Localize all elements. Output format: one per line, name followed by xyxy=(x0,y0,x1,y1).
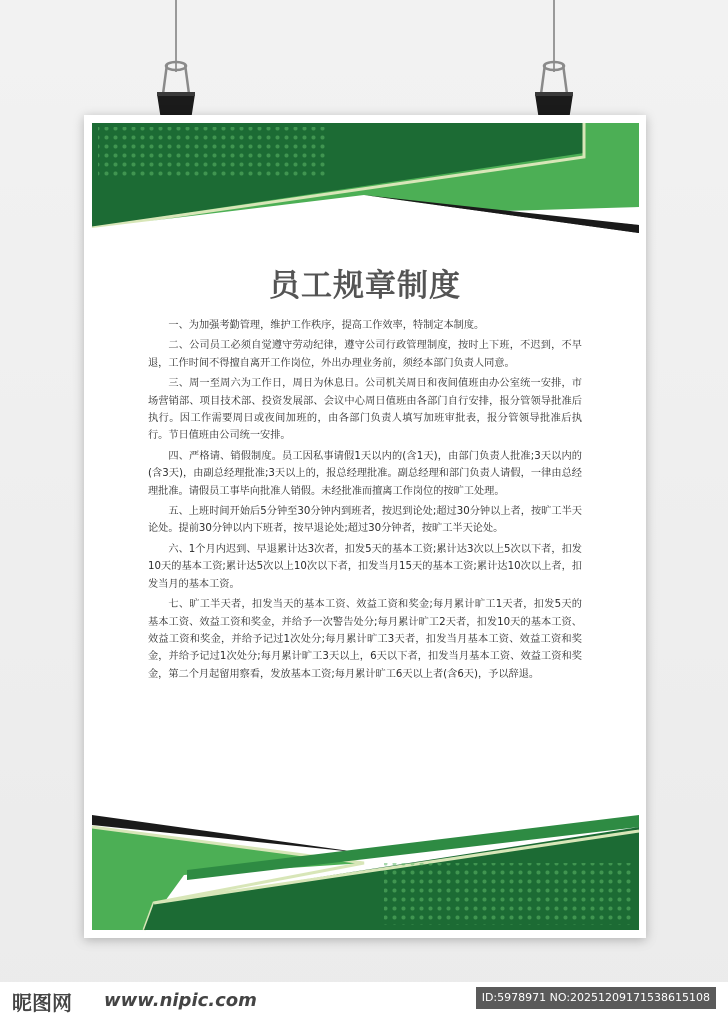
bottom-green-decoration xyxy=(84,805,646,938)
paragraph-6: 六、1个月内迟到、早退累计达3次者，扣发5天的基本工资;累计达3次以上5次以下者，扣发10天的基本工资;累计达5次以上10次以下者，扣发当月15天的基本工资;累计达10次以上者，扣发当月的基本工资。 xyxy=(148,543,582,590)
paragraph-2: 二、公司员工必须自觉遵守劳动纪律，遵守公司行政管理制度，按时上下班，不迟到，不早退，工作时间不得擅自离开工作岗位，外出办理业务前，须经本部门负责人同意。 xyxy=(148,340,582,369)
document-body xyxy=(148,317,582,686)
document-title: 员工规章制度 xyxy=(269,268,461,304)
watermark-url: www.nipic.com xyxy=(104,990,257,1011)
binder-clip-left-icon xyxy=(153,60,199,122)
paragraph-7: 七、旷工半天者，扣发当天的基本工资、效益工资和奖金;每月累计旷工1天者，扣发5天的基本工资、效益工资和奖金，并给予一次警告处分;每月累计旷工2天者，扣发10天的基本工资、效益工资和奖金，并给予记过1次处分;每月累计旷工3天者，扣发当月基本工资、效益工资和奖金，并给予记过1次处分;每月累计旷工3天以上，6天以下者，扣发当月基本工资、效益工资和奖金，第二个月起留用察看，发放基本工资;每月累计旷工6天以上者(含6天)，予以辞退。 xyxy=(148,599,582,680)
watermark-id: ID:5978971 NO:20251209171538615108 xyxy=(476,987,716,1009)
paragraph-3: 三、周一至周六为工作日，周日为休息日。公司机关周日和夜间值班由办公室统一安排，市场营销部、项目技术部、投资发展部、会议中心周日值班由各部门自行安排，报分管领导批准后执行。因工作需要周日或夜间加班的，由各部门负责人填写加班审批表，报分管领导批准后执行。节日值班由公司统一安排。 xyxy=(148,378,582,442)
watermark-footer xyxy=(0,982,728,1024)
binder-clip-right-icon xyxy=(531,60,577,122)
watermark-logo: 昵图网 xyxy=(12,991,72,1015)
paragraph-1: 一、为加强考勤管理，维护工作秩序，提高工作效率，特制定本制度。 xyxy=(168,320,485,331)
top-green-decoration xyxy=(84,115,646,245)
paragraph-4: 四、严格请、销假制度。员工因私事请假1天以内的(含1天)，由部门负责人批准;3天以内的(含3天)，由副总经理批准;3天以上的，报总经理批准。副总经理和部门负责人请假，一律由总经理批准。请假员工事毕向批准人销假。未经批准而擅离工作岗位的按旷工处理。 xyxy=(148,450,582,497)
poster-sheet xyxy=(84,115,646,938)
paragraph-5: 五、上班时间开始后5分钟至30分钟内到班者，按迟到论处;超过30分钟以上者，按旷工半天论处。提前30分钟以内下班者，按早退论处;超过30分钟者，按旷工半天论处。 xyxy=(148,506,582,535)
